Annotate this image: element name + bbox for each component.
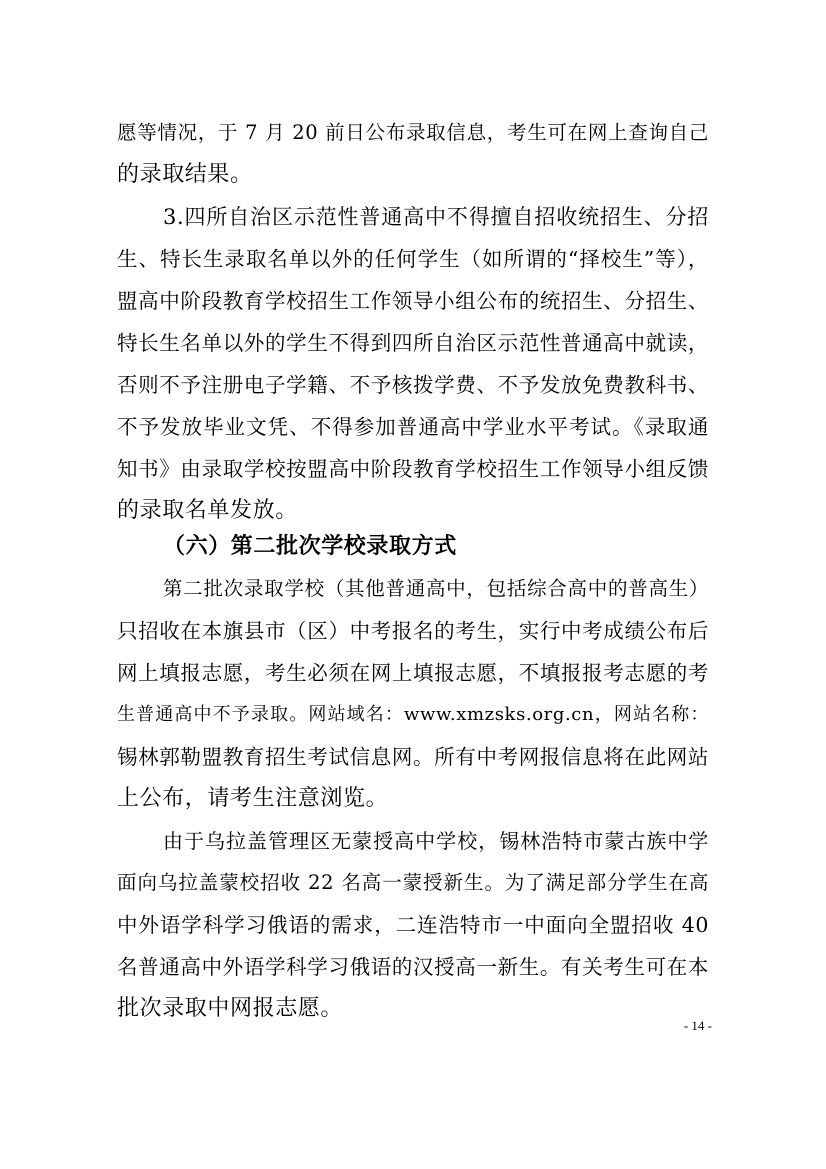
paragraph-line: 只招收在本旗县市（区）中考报名的考生，实行中考成绩公布后 (117, 619, 709, 643)
paragraph-line: 特长生名单以外的学生不得到四所自治区示范性普通高中就读， (117, 331, 709, 355)
paragraph-line: 的录取名单发放。 (117, 498, 298, 523)
paragraph-line: 面向乌拉盖蒙校招收 22 名高一蒙授新生。为了满足部分学生在高 (117, 871, 709, 894)
paragraph-line: 批次录取中网报志愿。 (117, 996, 344, 1021)
paragraph-line: 的录取结果。 (117, 162, 253, 187)
paragraph-line: 上公布，请考生注意浏览。 (117, 786, 389, 811)
paragraph-line: 不予发放毕业文凭、不得参加普通高中学业水平考试。《录取通 (117, 415, 709, 439)
paragraph-line: 中外语学科学习俄语的需求，二连浩特市一中面向全盟招收 40 (117, 913, 709, 937)
paragraph-line: 知书》由录取学校按盟高中阶段教育学校招生工作领导小组反馈 (117, 457, 709, 481)
paragraph-line: 愿等情况，于 7 月 20 前日公布录取信息，考生可在网上查询自己 (117, 121, 709, 144)
paragraph-line: 盟高中阶段教育学校招生工作领导小组公布的统招生、分招生、 (117, 289, 709, 313)
paragraph-line: 名普通高中外语学科学习俄语的汉授高一新生。有关考生可在本 (117, 955, 709, 979)
paragraph-line: 生、特长生录取名单以外的任何学生（如所谓的“择校生”等）， (117, 247, 709, 271)
section-heading: （六）第二批次学校录取方式 (163, 534, 457, 559)
paragraph-line: 由于乌拉盖管理区无蒙授高中学校，锡林浩特市蒙古族中学 (163, 829, 709, 853)
paragraph-line: 锡林郭勒盟教育招生考试信息网。所有中考网报信息将在此网站 (117, 745, 709, 769)
paragraph-line: 第二批次录取学校（其他普通高中，包括综合高中的普高生） (163, 577, 709, 600)
page-number: - 14 - (683, 1018, 712, 1033)
paragraph-line: 否则不予注册电子学籍、不予核拨学费、不予发放免费教科书、 (117, 373, 709, 397)
paragraph-line: 网上填报志愿，考生必须在网上填报志愿，不填报报考志愿的考 (117, 661, 709, 685)
paragraph-line: 3.四所自治区示范性普通高中不得擅自招收统招生、分招 (163, 205, 709, 229)
paragraph-line: 生普通高中不予录取。网站域名：www.xmzsks.org.cn，网站名称： (117, 704, 709, 725)
